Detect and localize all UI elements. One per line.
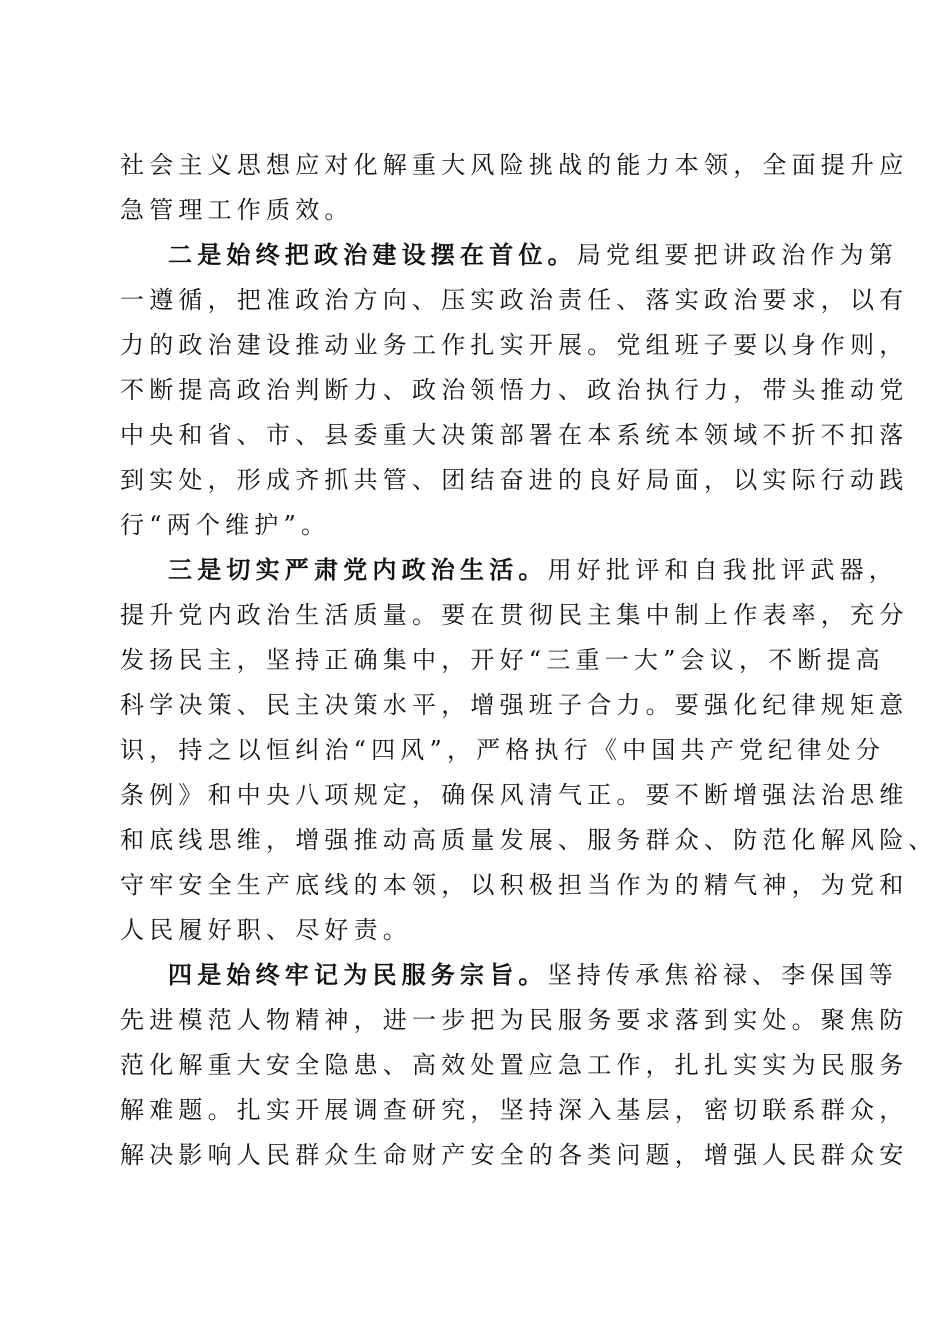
paragraph-2-line-5: 中央和省、市、县委重大决策部署在本系统本领域不折不扣落 [120,421,909,449]
paragraph-2-line-2: 一遵循，把准政治方向、压实政治责任、落实政治要求，以有 [120,286,909,314]
paragraph-3-line-9: 人民履好职、尽好责。 [120,916,412,944]
paragraph-4-line-2: 先进模范人物精神，进一步把为民服务要求落到实处。聚焦防 [120,1006,909,1034]
paragraph-2-line-3: 力的政治建设推动业务工作扎实开展。党组班子要以身作则， [120,331,909,359]
paragraph-3-line-4: 科学决策、民主决策水平，增强班子合力。要强化纪律规矩意 [120,691,909,719]
paragraph-2-line-7: 行“两个维护”。 [120,511,331,539]
paragraph-2-line-6: 到实处，形成齐抓共管、团结奋进的良好局面，以实际行动践 [120,466,909,494]
paragraph-4-first-line-text: 坚持传承焦裕禄、李保国等 [547,961,899,989]
paragraph-3-line-7: 和底线思维，增强推动高质量发展、服务群众、防范化解风险、 [120,826,938,854]
paragraph-3-line-8: 守牢安全生产底线的本领，以积极担当作为的精气神，为党和 [120,871,909,899]
paragraph-3-line-6: 条例》和中央八项规定，确保风清气正。要不断增强法治思维 [120,781,909,809]
paragraph-3-line-2: 提升党内政治生活质量。要在贯彻民主集中制上作表率，充分 [120,601,909,629]
paragraph-2-line-1 [168,240,898,270]
paragraph-2-line-4: 不断提高政治判断力、政治领悟力、政治执行力，带头推动党 [120,376,909,404]
paragraph-4-line-5: 解决影响人民群众生命财产安全的各类问题，增强人民群众安 [120,1141,909,1169]
paragraph-1-line-2: 急管理工作质效。 [120,196,354,224]
paragraph-3-first-line-text: 用好批评和自我批评武器， [547,556,899,584]
paragraph-2-first-line-text: 局党组要把讲政治作为第 [576,241,899,269]
paragraph-4-heading: 四是始终牢记为民服务宗旨。 [168,960,548,989]
paragraph-3-heading: 三是切实严肃党内政治生活。 [168,555,548,584]
paragraph-1-line-1: 社会主义思想应对化解重大风险挑战的能力本领，全面提升应 [120,151,909,179]
paragraph-3-line-3: 发扬民主，坚持正确集中，开好“三重一大”会议，不断提高 [120,646,885,674]
paragraph-3-line-5: 识，持之以恒纠治“四风”，严格执行《中国共产党纪律处分 [120,736,885,764]
paragraph-4-line-1 [168,960,898,990]
paragraph-4-line-4: 解难题。扎实开展调查研究，坚持深入基层，密切联系群众， [120,1096,909,1124]
paragraph-4-line-3: 范化解重大安全隐患、高效处置应急工作，扎扎实实为民服务 [120,1051,909,1079]
paragraph-3-line-1 [168,555,898,585]
paragraph-2-heading: 二是始终把政治建设摆在首位。 [168,240,577,269]
